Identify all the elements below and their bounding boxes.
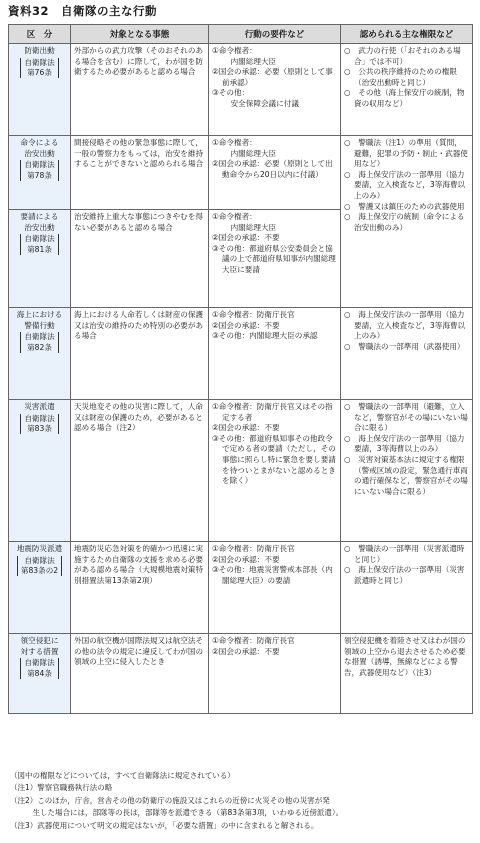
category-cell: 海上における 警備行動 自衛隊法 第82条 bbox=[9, 308, 71, 400]
requirements-cell: ①命令権者： 内閣総理大臣 ②国会の承認：必要（原則として事前承認） ③その他： 安全保障会議に付議 bbox=[209, 44, 341, 136]
table-row bbox=[9, 634, 473, 714]
situation-cell: 海上における人命若しくは財産の保護又は治安の維持のため特別の必要がある場合 bbox=[71, 308, 209, 400]
requirements-cell: ①命令権者： 内閣総理大臣 ②国会の承認：必要（原則として出動命令から20日以内に付議） bbox=[209, 136, 341, 210]
law-reference: 自衛隊法 第83条の2 bbox=[17, 556, 62, 577]
footnote: 生した場合には，部隊等の長は，部隊等を派遣できる（第83条第3項，いわゆる近傍派遣）。 bbox=[10, 808, 344, 818]
situation-cell: 外部からの武力攻撃（そのおそれのある場合を含む）に際して，わが国を防衛するため必要があると認める場合 bbox=[71, 44, 209, 136]
authorities-cell: ○ 警職法（注1）の準用（質問，避難，犯罪の予防・制止・武器使用など） ○ 海上保安庁法の一部準用（協力要請，立入検査など，3等海曹以上のみ） ○ 警護又は鎮圧のための武器使用 ○ 海上保安庁の統制（命令による治安出動のみ） bbox=[341, 136, 473, 308]
table-row bbox=[9, 136, 473, 210]
authorities-cell: ○ 警職法の一部準用（避難，立入など，警察官がその場にいない場合に限る） ○ 海上保安庁法の一部準用（協力要請，3等海曹以上のみ） ○ 災害対策基本法に規定する権限（警戒区域の設定，緊急通行車両の通行確保など，警察官がその場にいない場合に限る） bbox=[341, 400, 473, 542]
authorities-cell: ○ 武力の行使（「おそれのある場合」では不可） ○ 公共の秩序維持のための権限（治安出動時と同じ） ○ その他（海上保安庁の統制，物資の収用など） bbox=[341, 44, 473, 136]
table-row bbox=[9, 308, 473, 400]
table-header-row bbox=[9, 25, 473, 44]
header-category: 区 分 bbox=[9, 25, 71, 44]
requirements-cell: ①命令権者：防衛庁長官 ②国会の承認：不要 ③その他：地震災害警戒本部長（内閣総理大臣）の要請 bbox=[209, 542, 341, 634]
category-cell: 地震防災派遣 自衛隊法 第83条の2 bbox=[9, 542, 71, 634]
authorities-cell: ○ 警職法の一部準用（災害派遣時と同じ） ○ 海上保安庁法の一部準用（災害派遣時と同じ） bbox=[341, 542, 473, 634]
requirements-cell: ①命令権者：防衛庁長官又はその指定する者 ②国会の承認：不要 ③その他：都道府県知事その他政令で定める者の要請（ただし，その事態に照らし特に緊急を要し要請を待ついとまがないと認めるときを除く） bbox=[209, 400, 341, 542]
table-row bbox=[9, 400, 473, 542]
situation-cell: 間接侵略その他の緊急事態に際して，一般の警察力をもっては，治安を維持することができないと認められる場合 bbox=[71, 136, 209, 210]
footnote: （注1）警察官職務執行法の略 bbox=[10, 783, 113, 793]
law-reference: 自衛隊法 第83条 bbox=[20, 414, 58, 435]
header-situation: 対象となる事態 bbox=[71, 25, 209, 44]
actions-table bbox=[8, 24, 473, 714]
situation-cell: 外国の航空機が国際法規又は航空法その他の法令の規定に違反してわが国の領域の上空に侵入したとき bbox=[71, 634, 209, 714]
law-reference: 自衛隊法 第82条 bbox=[20, 332, 58, 353]
footnote: （注2）このほか，庁舎，営舎その他の防衛庁の施設又はこれらの近傍に火災その他の災害が発 bbox=[10, 795, 330, 805]
header-authorities: 認められる主な権限など bbox=[341, 25, 473, 44]
law-reference: 自衛隊法 第84条 bbox=[20, 658, 58, 679]
category-cell: 要請による 治安出動 自衛隊法 第81条 bbox=[9, 210, 71, 308]
law-reference: 自衛隊法 第81条 bbox=[20, 234, 58, 255]
category-cell: 領空侵犯に 対する措置 自衛隊法 第84条 bbox=[9, 634, 71, 714]
table-row bbox=[9, 542, 473, 634]
table-row bbox=[9, 44, 473, 136]
page-title: 資料32 自衛隊の主な行動 bbox=[8, 4, 158, 18]
authorities-cell: ○ 海上保安庁法の一部準用（協力要請，立入検査など，3等海曹以上のみ） ○ 警職法の一部準用（武器使用） bbox=[341, 308, 473, 400]
law-reference: 自衛隊法 第78条 bbox=[20, 160, 58, 181]
footnotes bbox=[10, 770, 476, 832]
requirements-cell: ①命令権者：防衛庁長官 ②国会の承認：不要 ③その他：内閣総理大臣の承認 bbox=[209, 308, 341, 400]
footnote: （図中の権限などについては，すべて自衛隊法に規定されている） bbox=[10, 771, 235, 780]
category-cell: 災害派遣 自衛隊法 第83条 bbox=[9, 400, 71, 542]
header-requirements: 行動の要件など bbox=[209, 25, 341, 44]
situation-cell: 天災地変その他の災害に際して，人命又は財産の保護のため，必要があると認める場合（注2） bbox=[71, 400, 209, 542]
category-cell: 命令による 治安出動 自衛隊法 第78条 bbox=[9, 136, 71, 210]
requirements-cell: ①命令権者： 内閣総理大臣 ②国会の承認：不要 ③その他：都道府県公安委員会と協議の上で都道府県知事が内閣総理大臣に要請 bbox=[209, 210, 341, 308]
authorities-cell: 領空侵犯機を着陸させ又はわが国の領域の上空から退去させるため必要な措置（誘導，無線などによる警告，武器使用など）（注3） bbox=[341, 634, 473, 714]
footnote: （注3）武器使用について明文の規定はないが，「必要な措置」の中に含まれると解される。 bbox=[10, 820, 319, 830]
situation-cell: 地震防災応急対策を的確かつ迅速に実施するため自衛隊の支援を求める必要がある認める場合（大規模地震対策特別措置法第13条第2項） bbox=[71, 542, 209, 634]
situation-cell: 治安維持上重大な事態につきやむを得ない必要があると認める場合 bbox=[71, 210, 209, 308]
requirements-cell: ①命令権者：防衛庁長官 ②国会の承認：不要 bbox=[209, 634, 341, 714]
category-name: 防衛出動 bbox=[24, 46, 55, 55]
category-cell bbox=[9, 44, 71, 136]
law-reference: 自衛隊法 第76条 bbox=[20, 58, 58, 79]
